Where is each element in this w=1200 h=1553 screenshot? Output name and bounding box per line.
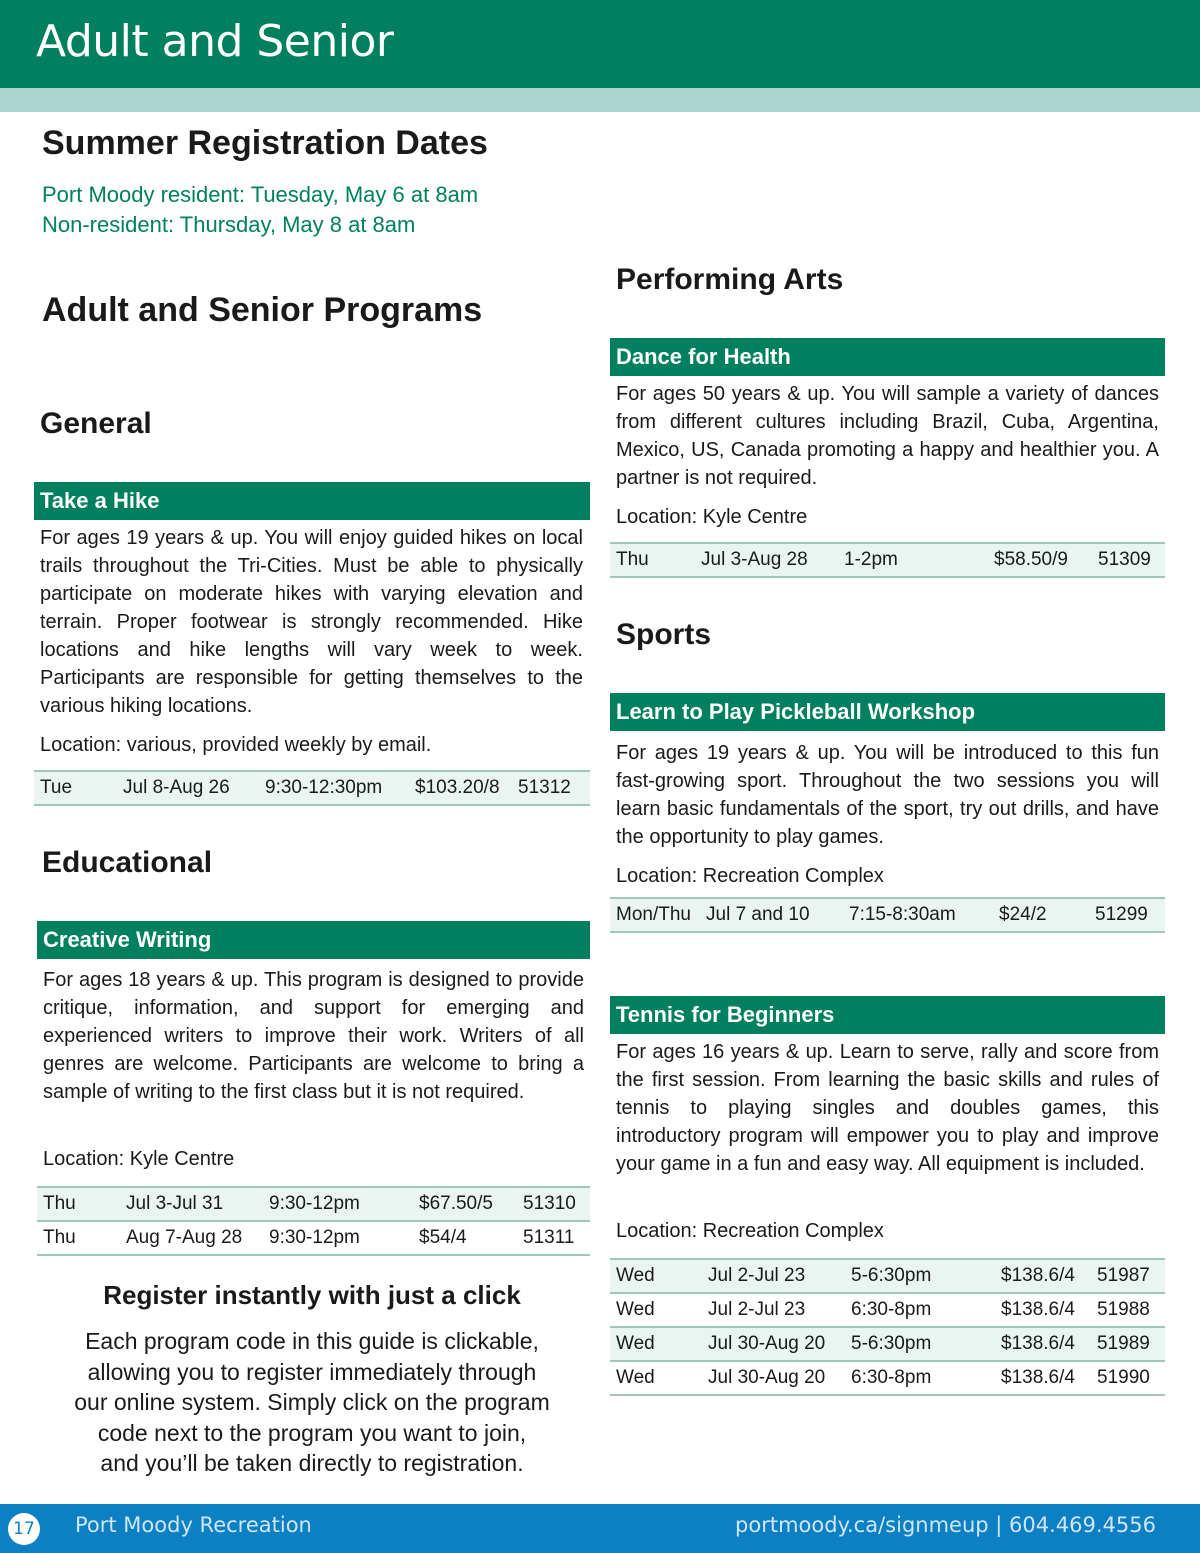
session-dates: Jul 7 and 10 [706, 904, 810, 925]
header-strip [0, 88, 1200, 112]
session-day: Wed [616, 1333, 655, 1354]
session-time: 1-2pm [844, 549, 898, 570]
resident-date: Port Moody resident: Tuesday, May 6 at 8am [42, 182, 479, 207]
program-code-link[interactable]: 51299 [1095, 904, 1148, 925]
session-day: Wed [616, 1265, 655, 1286]
performing-arts-heading: Performing Arts [616, 263, 844, 296]
program-code-link[interactable]: 51310 [523, 1193, 576, 1214]
table-row [610, 543, 1165, 577]
session-time: 9:30-12:30pm [265, 777, 383, 798]
session-dates: Jul 8-Aug 26 [123, 777, 230, 798]
page-title: Adult and Senior [36, 16, 394, 67]
take-a-hike-schedule [34, 770, 590, 806]
session-price: $138.6/4 [1001, 1265, 1075, 1286]
session-time: 6:30-8pm [851, 1367, 932, 1388]
pickleball-schedule [610, 897, 1165, 933]
footer-contact-link[interactable]: portmoody.ca/signmeup | 604.469.4556 [735, 1513, 1156, 1537]
promo-title: Register instantly with just a click [103, 1280, 521, 1310]
program-code-link[interactable]: 51987 [1097, 1265, 1150, 1286]
session-dates: Aug 7-Aug 28 [126, 1227, 243, 1248]
session-dates: Jul 2-Jul 23 [708, 1265, 806, 1286]
session-day: Thu [43, 1193, 76, 1214]
programs-heading: Adult and Senior Programs [42, 291, 483, 329]
educational-heading: Educational [42, 846, 213, 879]
session-time: 7:15-8:30am [849, 904, 956, 925]
pickleball-title: Learn to Play Pickleball Workshop [610, 693, 1165, 731]
session-day: Thu [43, 1227, 76, 1248]
session-day: Tue [40, 777, 73, 798]
session-day: Mon/Thu [616, 904, 691, 925]
session-price: $138.6/4 [1001, 1367, 1075, 1388]
creative-writing-schedule [37, 1186, 590, 1256]
pickleball-location: Location: Recreation Complex [616, 865, 884, 887]
session-day: Wed [616, 1367, 655, 1388]
session-price: $138.6/4 [1001, 1333, 1075, 1354]
session-dates: Jul 3-Jul 31 [126, 1193, 224, 1214]
session-time: 9:30-12pm [269, 1193, 360, 1214]
session-time: 9:30-12pm [269, 1227, 360, 1248]
promo-line: allowing you to register immediately through [87, 1358, 537, 1385]
registration-heading: Summer Registration Dates [42, 124, 488, 162]
tennis-location: Location: Recreation Complex [616, 1220, 884, 1242]
table-row [610, 898, 1165, 932]
promo-line: our online system. Simply click on the program [74, 1389, 550, 1416]
take-a-hike-title: Take a Hike [34, 482, 590, 520]
dance-for-health-description: For ages 50 years & up. You will sample a variety of dances from different cultures including Brazil, Cuba, Argentina, Mexico, US, Canada promoting a happy and healthier you. A partner is not required. [616, 383, 1159, 489]
session-dates: Jul 2-Jul 23 [708, 1299, 806, 1320]
session-price: $103.20/8 [415, 777, 500, 798]
session-price: $67.50/5 [419, 1193, 493, 1214]
session-dates: Jul 3-Aug 28 [701, 549, 808, 570]
creative-writing-title: Creative Writing [37, 921, 590, 959]
program-code-link[interactable]: 51309 [1098, 549, 1151, 570]
pickleball-description: For ages 19 years & up. You will be introduced to this fun fast-growing sport. Throughout the two sessions you will learn basic fundamentals of the sport, try out drills, and have the opportunity to play games. [616, 742, 1159, 848]
session-price: $54/4 [419, 1227, 467, 1248]
program-code-link[interactable]: 51990 [1097, 1367, 1150, 1388]
program-code-link[interactable]: 51311 [523, 1227, 575, 1248]
tennis-title: Tennis for Beginners [610, 996, 1165, 1034]
session-time: 5-6:30pm [851, 1265, 932, 1286]
table-row [610, 1259, 1165, 1293]
session-day: Thu [616, 549, 649, 570]
program-code-link[interactable]: 51312 [518, 777, 571, 798]
dance-for-health-title: Dance for Health [610, 338, 1165, 376]
take-a-hike-location: Location: various, provided weekly by email. [40, 734, 432, 756]
page-number: 17 [8, 1513, 40, 1545]
tennis-description: For ages 16 years & up. Learn to serve, rally and score from the first session. From learning the basic skills and rules of tennis to playing singles and doubles games, this introductory program will empower you to play and improve your game in a fun and easy way. All equipment is included. [616, 1041, 1159, 1175]
promo-line: Each program code in this guide is clickable, [85, 1328, 539, 1354]
table-row [610, 1327, 1165, 1361]
sports-heading: Sports [616, 618, 712, 651]
creative-writing-description: For ages 18 years & up. This program is designed to provide critique, information, and support for emerging and experienced writers to improve their work. Writers of all genres are welcome. Participants are welcome to bring a sample of writing to the first class but it is not required. [43, 969, 584, 1103]
session-dates: Jul 30-Aug 20 [708, 1367, 826, 1388]
table-row [37, 1221, 590, 1255]
general-heading: General [40, 407, 152, 440]
promo-line: and you’ll be taken directly to registration. [100, 1450, 524, 1477]
session-price: $58.50/9 [994, 549, 1068, 570]
table-row [34, 771, 590, 805]
tennis-schedule [610, 1258, 1165, 1396]
table-row [37, 1187, 590, 1221]
promo-body [38, 1326, 586, 1479]
session-price: $138.6/4 [1001, 1299, 1075, 1320]
session-time: 6:30-8pm [851, 1299, 932, 1320]
session-day: Wed [616, 1299, 655, 1320]
nonresident-date: Non-resident: Thursday, May 8 at 8am [42, 212, 416, 237]
dance-for-health-schedule [610, 542, 1165, 578]
footer-org: Port Moody Recreation [75, 1513, 312, 1537]
table-row [610, 1293, 1165, 1327]
session-price: $24/2 [999, 904, 1047, 925]
program-code-link[interactable]: 51988 [1097, 1299, 1150, 1320]
take-a-hike-description: For ages 19 years & up. You will enjoy guided hikes on local trails throughout the Tri-Cities. Must be able to physically participate on moderate hikes with varying elevation and terrain. Proper footwear is strongly recommended. Hike locations and hike lengths will vary week to week. Participants are responsible for getting themselves to the various hiking locations. [40, 527, 583, 717]
dance-for-health-location: Location: Kyle Centre [616, 506, 808, 528]
creative-writing-location: Location: Kyle Centre [43, 1148, 235, 1170]
session-dates: Jul 30-Aug 20 [708, 1333, 826, 1354]
program-code-link[interactable]: 51989 [1097, 1333, 1150, 1354]
promo-line: code next to the program you want to join, [97, 1419, 527, 1446]
table-row [610, 1361, 1165, 1395]
session-time: 5-6:30pm [851, 1333, 932, 1354]
